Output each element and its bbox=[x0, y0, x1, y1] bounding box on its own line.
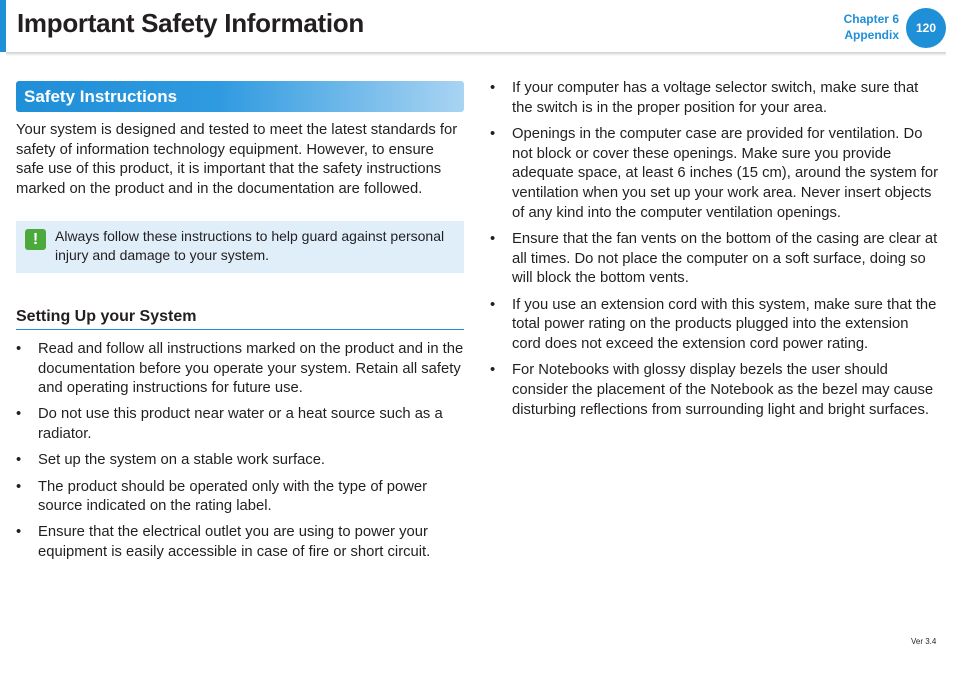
list-item-text: For Notebooks with glossy display bezels the user should consider the placement of the Notebook as the bezel may cause disturbing reflections from surrounding light and bright surfaces. bbox=[512, 362, 934, 418]
page-title: Important Safety Information bbox=[17, 8, 364, 38]
list-item-text: Do not use this product near water or a heat source such as a radiator. bbox=[38, 406, 443, 443]
list-item bbox=[490, 296, 940, 355]
bullet-icon: • bbox=[490, 230, 496, 247]
list-item bbox=[16, 451, 464, 471]
right-bullet-list bbox=[490, 79, 940, 420]
list-item-text: Read and follow all instructions marked on the product and in the documentation before you operate your system. Retain all safety and operating instructions for future use. bbox=[38, 340, 464, 397]
bullet-icon: • bbox=[490, 125, 496, 142]
bullet-icon: • bbox=[16, 524, 22, 541]
section-label: Appendix bbox=[844, 28, 899, 42]
list-item bbox=[16, 523, 464, 562]
list-item-text: Ensure that the fan vents on the bottom of the casing are clear at all times. Do not place the computer on a soft surface, doing so will block the bottom vents. bbox=[512, 230, 938, 287]
list-item-text: If your computer has a voltage selector switch, make sure that the switch is in the proper position for your area. bbox=[512, 80, 919, 116]
list-item bbox=[490, 79, 940, 118]
left-bullet-list bbox=[16, 340, 464, 563]
list-item-text: Set up the system on a stable work surface. bbox=[38, 452, 326, 469]
header-divider bbox=[6, 52, 946, 56]
chapter-info bbox=[844, 11, 899, 43]
section-title: Safety Instructions bbox=[16, 81, 464, 112]
warning-note bbox=[16, 221, 464, 273]
list-item bbox=[16, 405, 464, 444]
list-item-text: Ensure that the electrical outlet you are using to power your equipment is easily accessible in case of fire or short circuit. bbox=[38, 524, 431, 561]
list-item bbox=[490, 125, 940, 224]
list-item bbox=[16, 340, 464, 399]
exclamation-icon: ! bbox=[25, 229, 46, 250]
bullet-icon: • bbox=[490, 296, 496, 313]
list-item-text: Openings in the computer case are provided for ventilation. Do not block or cover these openings. Make sure you provide adequate space, at least 6 inches (15 cm), around the system for ventilation when you set up your work area. Never insert objects of any kind into the computer ventilation openings. bbox=[512, 125, 939, 221]
right-column bbox=[490, 79, 940, 427]
bullet-icon: • bbox=[16, 452, 22, 469]
list-item bbox=[490, 361, 940, 420]
list-item bbox=[490, 230, 940, 289]
chapter-label: Chapter 6 bbox=[843, 12, 899, 26]
warning-text: Always follow these instructions to help guard against personal injury and damage to your system. bbox=[55, 227, 445, 264]
list-item-text: The product should be operated only with the type of power source indicated on the rating label. bbox=[38, 478, 428, 515]
intro-paragraph: Your system is designed and tested to meet the latest standards for safety of information technology equipment. However, to ensure safe use of this product, it is important that the safety instructions marked on the product and in the documentation are followed. bbox=[16, 122, 458, 198]
list-item-text: If you use an extension cord with this system, make sure that the total power rating on the products plugged into the extension cord does not exceed the extension cord power rating. bbox=[512, 296, 937, 352]
bullet-icon: • bbox=[490, 80, 496, 96]
bullet-icon: • bbox=[16, 340, 22, 357]
bullet-icon: • bbox=[16, 478, 22, 495]
bullet-icon: • bbox=[490, 362, 496, 379]
left-column bbox=[16, 81, 464, 569]
bullet-icon: • bbox=[16, 406, 22, 423]
version-label: Ver 3.4 bbox=[911, 637, 937, 646]
list-item bbox=[16, 478, 464, 517]
page-number-badge: 120 bbox=[906, 8, 946, 48]
header-accent-bar bbox=[0, 0, 6, 52]
subheading: Setting Up your System bbox=[16, 308, 464, 330]
